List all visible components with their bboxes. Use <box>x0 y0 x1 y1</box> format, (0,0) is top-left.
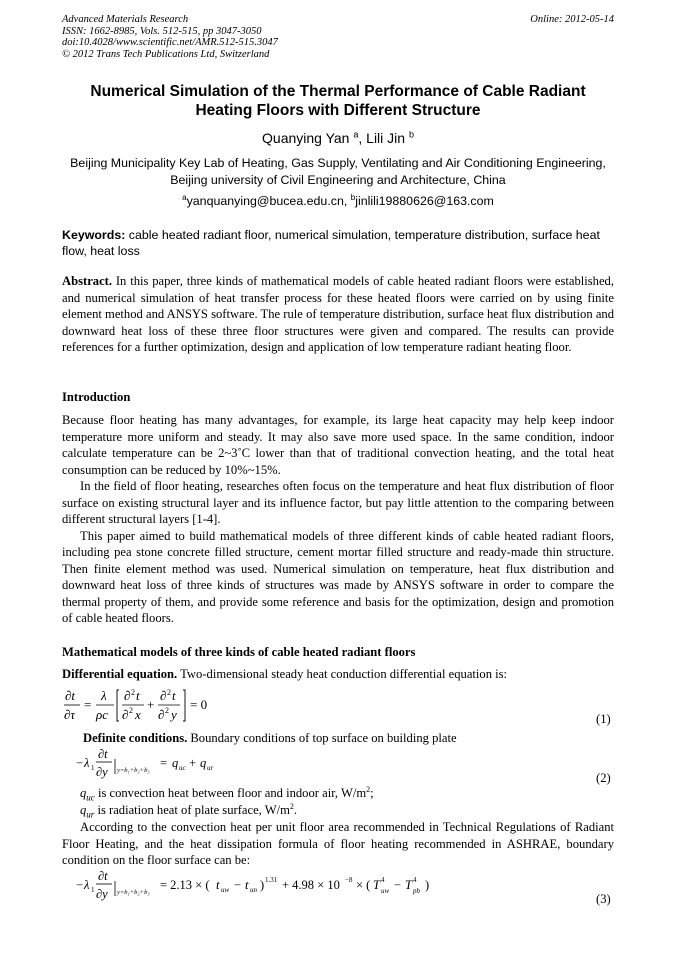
svg-text:+ 4.98 × 10: + 4.98 × 10 <box>282 878 340 892</box>
svg-text:y: y <box>171 707 177 722</box>
svg-text:λ: λ <box>101 688 107 703</box>
svg-text:t: t <box>216 878 220 892</box>
svg-text:∂: ∂ <box>158 707 165 722</box>
equation-1 <box>62 686 262 726</box>
svg-text:1: 1 <box>91 764 95 772</box>
svg-text:= 0: = 0 <box>190 697 208 712</box>
svg-text:): ) <box>425 878 430 892</box>
equation-2 <box>74 746 254 782</box>
abstract-text: In this paper, three kinds of mathematical models of cable heated radiant floors were established, and numerical simulation of heat transfer process for these heated floors were carried on by using finite element method and ANSYS software. The rule of temperature distribution, surface heat flux distribution and downward heat loss of these three floor structures were given and compared. The results can provide references for a further optimization, design and application of low temperature radiant heating floor. <box>62 274 614 354</box>
definition-end: ; <box>370 786 374 800</box>
definition-end: . <box>293 803 298 817</box>
svg-text:1.31: 1.31 <box>265 876 278 884</box>
section-heading: Introduction <box>62 390 131 404</box>
svg-text:∂t: ∂t <box>98 869 108 883</box>
paragraph-text: Two-dimensional steady heat conduction differential equation is: <box>177 667 508 681</box>
email-mark: b <box>350 192 356 202</box>
variable-definition <box>80 785 614 802</box>
svg-text:∂y: ∂y <box>96 765 108 779</box>
keywords-text: cable heated radiant floor, numerical simulation, temperature distribution, surface heat flow, heat loss <box>62 228 600 258</box>
author-emails <box>62 194 614 208</box>
equation-number: (3) <box>596 892 611 906</box>
author-list <box>62 130 614 146</box>
svg-text:pb: pb <box>413 887 420 895</box>
unit-exponent: 2 <box>366 784 371 794</box>
svg-text:−: − <box>76 756 84 770</box>
svg-text:ur: ur <box>207 764 214 772</box>
svg-text:t: t <box>136 688 140 703</box>
svg-text:T: T <box>373 878 380 892</box>
svg-text:q: q <box>200 756 207 770</box>
unit-exponent: 2 <box>289 801 294 811</box>
author-affil-mark: a <box>353 129 359 140</box>
journal-header <box>62 14 278 60</box>
paragraph: This paper aimed to build mathematical models of three different kinds of cable heated radiant floors, including pea stone concrete filled structure, cement mortar filled structure and ready-made thin structure. Then finite element method was used. Numerical simulation on temperature, heat flux distribution and downward heat loss of three kinds of structures was made by ANSYS software in order to compare the thermal property of them, and provide some reference and basis for the optimization, design and promotion of cable heated floors. <box>62 528 614 625</box>
svg-text:=: = <box>84 697 92 712</box>
header-line: ISSN: 1662-8985, Vols. 512-515, pp 3047-3050 <box>62 25 262 37</box>
svg-text:∂: ∂ <box>124 688 131 703</box>
svg-text:∂y: ∂y <box>96 887 108 901</box>
convection-paragraph <box>62 819 614 869</box>
author-name: Quanying Yan <box>262 130 350 146</box>
svg-text:2: 2 <box>167 688 171 697</box>
svg-text:λ: λ <box>84 756 90 770</box>
paragraph-text: Boundary conditions of top surface on building plate <box>187 731 457 745</box>
svg-text:∂: ∂ <box>122 707 129 722</box>
svg-text:): ) <box>260 878 265 892</box>
svg-text:1: 1 <box>91 886 95 894</box>
variable-subscript: uc <box>86 792 95 803</box>
differential-equation-text <box>62 666 614 682</box>
header-line: doi:10.4028/www.scientific.net/AMR.512-515.3047 <box>62 37 278 48</box>
email-mark: a <box>182 192 187 202</box>
svg-text:2: 2 <box>131 688 135 697</box>
svg-text:t: t <box>245 878 249 892</box>
equation-number: (2) <box>596 771 611 785</box>
svg-text:2: 2 <box>129 706 133 715</box>
svg-text:∂τ: ∂τ <box>64 707 76 722</box>
svg-text:t: t <box>172 688 176 703</box>
variable-definition <box>80 802 614 819</box>
variable-subscript: ur <box>86 809 95 820</box>
svg-text:−: − <box>76 878 84 892</box>
variable-symbol: q <box>80 803 87 817</box>
svg-text:−8: −8 <box>345 876 353 884</box>
svg-text:uc: uc <box>179 764 186 772</box>
svg-text:λ: λ <box>84 878 90 892</box>
equation-3 <box>74 868 454 908</box>
svg-text:∂t: ∂t <box>98 747 108 761</box>
introduction-body <box>62 412 614 627</box>
section-heading: Mathematical models of three kinds of cable heated radiant floors <box>62 645 416 659</box>
svg-text:un: un <box>250 886 257 894</box>
email-link[interactable]: yanquanying@bucea.edu.cn <box>186 194 344 208</box>
svg-text:∂: ∂ <box>160 688 167 703</box>
definition-text: is radiation heat of plate surface, W/m <box>94 803 290 817</box>
svg-text:= 2.13 × (: = 2.13 × ( <box>160 878 210 892</box>
affiliation: Beijing Municipality Key Lab of Heating, Gas Supply, Ventilating and Air Conditioning Engineering, Beijing university of Civil Engineering and Architecture, China <box>70 156 606 187</box>
run-in-heading: Differential equation. <box>62 667 178 681</box>
svg-text:+: + <box>189 756 197 770</box>
svg-text:2: 2 <box>165 706 169 715</box>
paragraph: In the field of floor heating, researches often focus on the temperature and heat flux distribution of floor surface on existing structural layer and its influence factor, but pay little attention to the comparing between different structural layers [1-4]. <box>62 479 614 526</box>
abstract <box>62 273 614 356</box>
header-line: © 2012 Trans Tech Publications Ltd, Switzerland <box>62 48 270 60</box>
svg-text:−: − <box>394 878 402 892</box>
paragraph: Because floor heating has many advantages, for example, its large heat capacity may help keep indoor temperature more uniform and steady. It may also save more used space. In the same condition, indoor calculate temperature can be 2~3˚C lower than that of traditional convection heating, and the total heat consumption can be reduced by 10%~15%. <box>62 413 614 477</box>
paragraph-text: According to the convection heat per unit floor area recommended in Technical Regulations of Radiant Floor Heating, and the heat dissipation formula of floor heating recommended in ASHRAE, boundary condition on the floor surface can be: <box>62 820 614 867</box>
abstract-label: Abstract. <box>62 274 113 288</box>
svg-text:y=b₁+b₂+b₃: y=b₁+b₂+b₃ <box>117 767 150 774</box>
author-name: Lili Jin <box>366 130 406 146</box>
email-separator: , <box>343 194 351 208</box>
svg-text:−: − <box>234 878 242 892</box>
email-link[interactable]: jinlili19880626@163.com <box>355 194 494 208</box>
keywords <box>62 227 614 259</box>
svg-text:∂t: ∂t <box>65 688 76 703</box>
svg-text:x: x <box>135 707 141 722</box>
definition-text: is convection heat between floor and indoor air, W/m <box>94 786 367 800</box>
paper-title: Numerical Simulation of the Thermal Performance of Cable Radiant Heating Floors with Different Structure <box>90 83 586 119</box>
svg-text:T: T <box>405 878 412 892</box>
equation-number: (1) <box>596 712 611 726</box>
svg-text:q: q <box>172 756 179 770</box>
svg-text:+: + <box>147 697 155 712</box>
variable-symbol: q <box>80 786 87 800</box>
run-in-heading: Definite conditions. <box>83 731 188 745</box>
variable-definitions <box>80 785 614 819</box>
keywords-label: Keywords: <box>62 228 126 242</box>
svg-text:uw: uw <box>221 886 230 894</box>
svg-text:uw: uw <box>381 887 390 895</box>
svg-text:4: 4 <box>381 876 385 884</box>
svg-text:y=b₁+b₂+b₃: y=b₁+b₂+b₃ <box>117 889 150 896</box>
svg-text:=: = <box>160 756 168 770</box>
header-line: Advanced Materials Research <box>62 14 189 25</box>
svg-text:× (: × ( <box>356 878 371 892</box>
definite-conditions-text <box>83 730 614 746</box>
online-date: Online: 2012-05-14 <box>530 14 614 25</box>
svg-text:ρc: ρc <box>96 707 109 722</box>
author-separator: , <box>358 130 367 146</box>
svg-text:4: 4 <box>413 876 417 884</box>
author-affil-mark: b <box>408 129 414 140</box>
